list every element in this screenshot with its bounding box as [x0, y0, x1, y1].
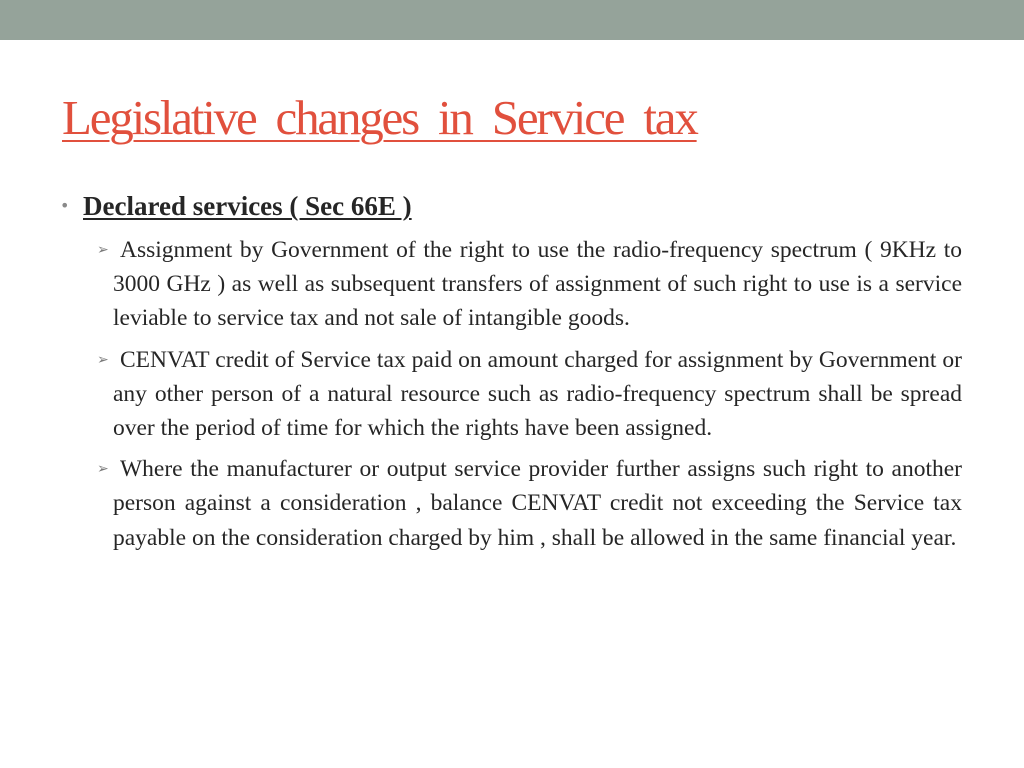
sub-bullet-list: [60, 233, 962, 555]
sub-bullet-text: Assignment by Government of the right to use the radio-frequency spectrum ( 9KHz to 3000 GHz ) as well as subsequent transfers of assignment of such right to use is a service leviable to service tax and not sale of intangible goods.: [113, 237, 962, 332]
top-banner: [0, 0, 1024, 40]
slide-body: [60, 188, 962, 562]
sub-bullet-text: Where the manufacturer or output service provider further assigns such right to another person against a consideration , balance CENVAT credit not exceeding the Service tax payable on the consideration charged by him , shall be allowed in the same financial year.: [113, 456, 962, 551]
bullet-item: [60, 188, 962, 224]
arrow-right-icon: ➢: [97, 461, 109, 478]
sub-bullet-item: [97, 452, 962, 555]
slide-title: Legislative changes in Service tax: [62, 90, 697, 145]
arrow-right-icon: ➢: [97, 351, 109, 368]
sub-bullet-text: CENVAT credit of Service tax paid on amount charged for assignment by Government or any other person of a natural resource such as radio-frequency spectrum shall be spread over the period of time for which the rights have been assigned.: [113, 346, 962, 442]
bullet-dot-icon: •: [60, 196, 70, 215]
sub-bullet-item: [97, 343, 962, 446]
arrow-right-icon: ➢: [97, 242, 109, 258]
section-heading: Declared services ( Sec 66E ): [83, 191, 412, 221]
sub-bullet-item: [97, 233, 962, 336]
